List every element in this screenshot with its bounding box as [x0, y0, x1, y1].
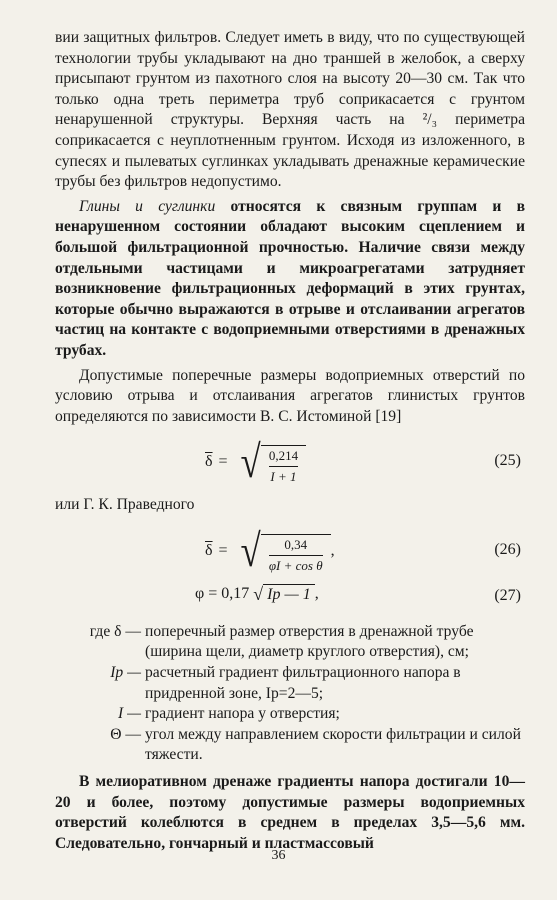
definition-text: градиент напора у отверстия;	[145, 705, 340, 723]
definitions-list	[55, 622, 525, 766]
formula-26	[55, 520, 525, 580]
definition-item	[55, 704, 525, 725]
formula-27: φ = 0,17 √ Iр — 1 , (27)	[55, 584, 525, 618]
paragraph-2-lead: Глины и суглинки	[79, 197, 216, 215]
definition-item	[55, 622, 525, 663]
formula-27-number: (27)	[494, 586, 521, 604]
definition-symbol: где δ —	[89, 622, 141, 640]
paragraph-3: Допустимые поперечные размеры водоприемных отверстий по условию отрыва и отслаивания агрегатов глинистых грунтов определяются по зависимости В. С. Истоминой [19]	[55, 366, 525, 425]
formula-27-radicand: Iр — 1	[263, 584, 315, 606]
definition-symbol: Θ —	[110, 725, 141, 743]
paragraph-5: В мелиоративном дренаже градиенты напора достигали 10—20 и более, поэтому допустимые размеры водоприемных отверстий колеблются в среднем в пределах 3,5—5,6 мм. Следовательно, гончарный и пластмассовый	[55, 773, 525, 852]
definition-text: расчетный градиент фильтрационного напора в придренной зоне, Iр=2—5;	[145, 664, 461, 702]
formula-26-number: (26)	[494, 540, 521, 558]
definition-symbol: Iр —	[110, 664, 141, 682]
formula-25-eq: =	[218, 452, 228, 470]
formula-26-numerator: 0,34	[284, 536, 308, 552]
formula-26-tail: ,	[330, 541, 335, 559]
formula-25-numerator: 0,214	[268, 448, 299, 464]
formula-27-lhs: φ = 0,17	[195, 585, 250, 603]
formula-26-eq: =	[218, 541, 228, 559]
definition-symbol: I —	[118, 705, 141, 723]
formula-25	[55, 431, 525, 491]
formula-25-lhs: $\overline{\delta}$	[205, 452, 213, 470]
definition-item	[55, 663, 525, 704]
paragraph-1: вии защитных фильтров. Следует иметь в виду, что по существующей технологии трубы укладывают на дно траншей в желобок, а сверху присыпают грунтом из пахотного слоя на высоту 20—30 см. Так что только одна треть периметра труб соприкасается с грунтом ненарушенной структуры. Верхняя часть на ²/₃ периметра соприкасается с неуплотненным грунтом. Исходя из изложенного, в супесях и пылеватых суглинках укладывать дренажные керамические трубы без фильтров недопустимо.	[55, 29, 525, 191]
paragraph-2	[55, 197, 525, 362]
definition-text: угол между направлением скорости фильтрации и силой тяжести.	[145, 725, 521, 764]
formula-25-number: (25)	[494, 452, 521, 470]
formula-27-tail: ,	[314, 585, 319, 603]
formula-26-lhs: $\overline{\delta}$	[205, 541, 213, 559]
formula-26-radical: √ 0,34 φI + cos θ	[238, 528, 331, 574]
paragraph-4: или Г. К. Праведного	[55, 496, 195, 514]
definition-item	[55, 725, 525, 766]
page-body	[55, 28, 525, 854]
paragraph-2-rest: относятся к связным группам и в ненарушенном состоянии обладают высоким сцеплением и большой фильтрационной прочностью. Наличие связи между отдельными частицами и микроагрегатами затрудняет возникновение фильтрационных деформаций в этих грунтах, которые обычно выражаются в отрыве и отслаивании агрегатов частиц на контакте с водоприемными отверстиями в дренажных трубах.	[55, 197, 525, 359]
definition-text: поперечный размер отверстия в дренажной трубе (ширина щели, диаметр круглого отверстия), см;	[145, 622, 474, 661]
formula-25-radical: √ 0,214 I + 1	[238, 439, 307, 485]
formula-25-denominator: I + 1	[270, 469, 297, 485]
formula-26-denominator: φI + cos θ	[268, 557, 323, 573]
page-number: 36	[271, 848, 286, 863]
